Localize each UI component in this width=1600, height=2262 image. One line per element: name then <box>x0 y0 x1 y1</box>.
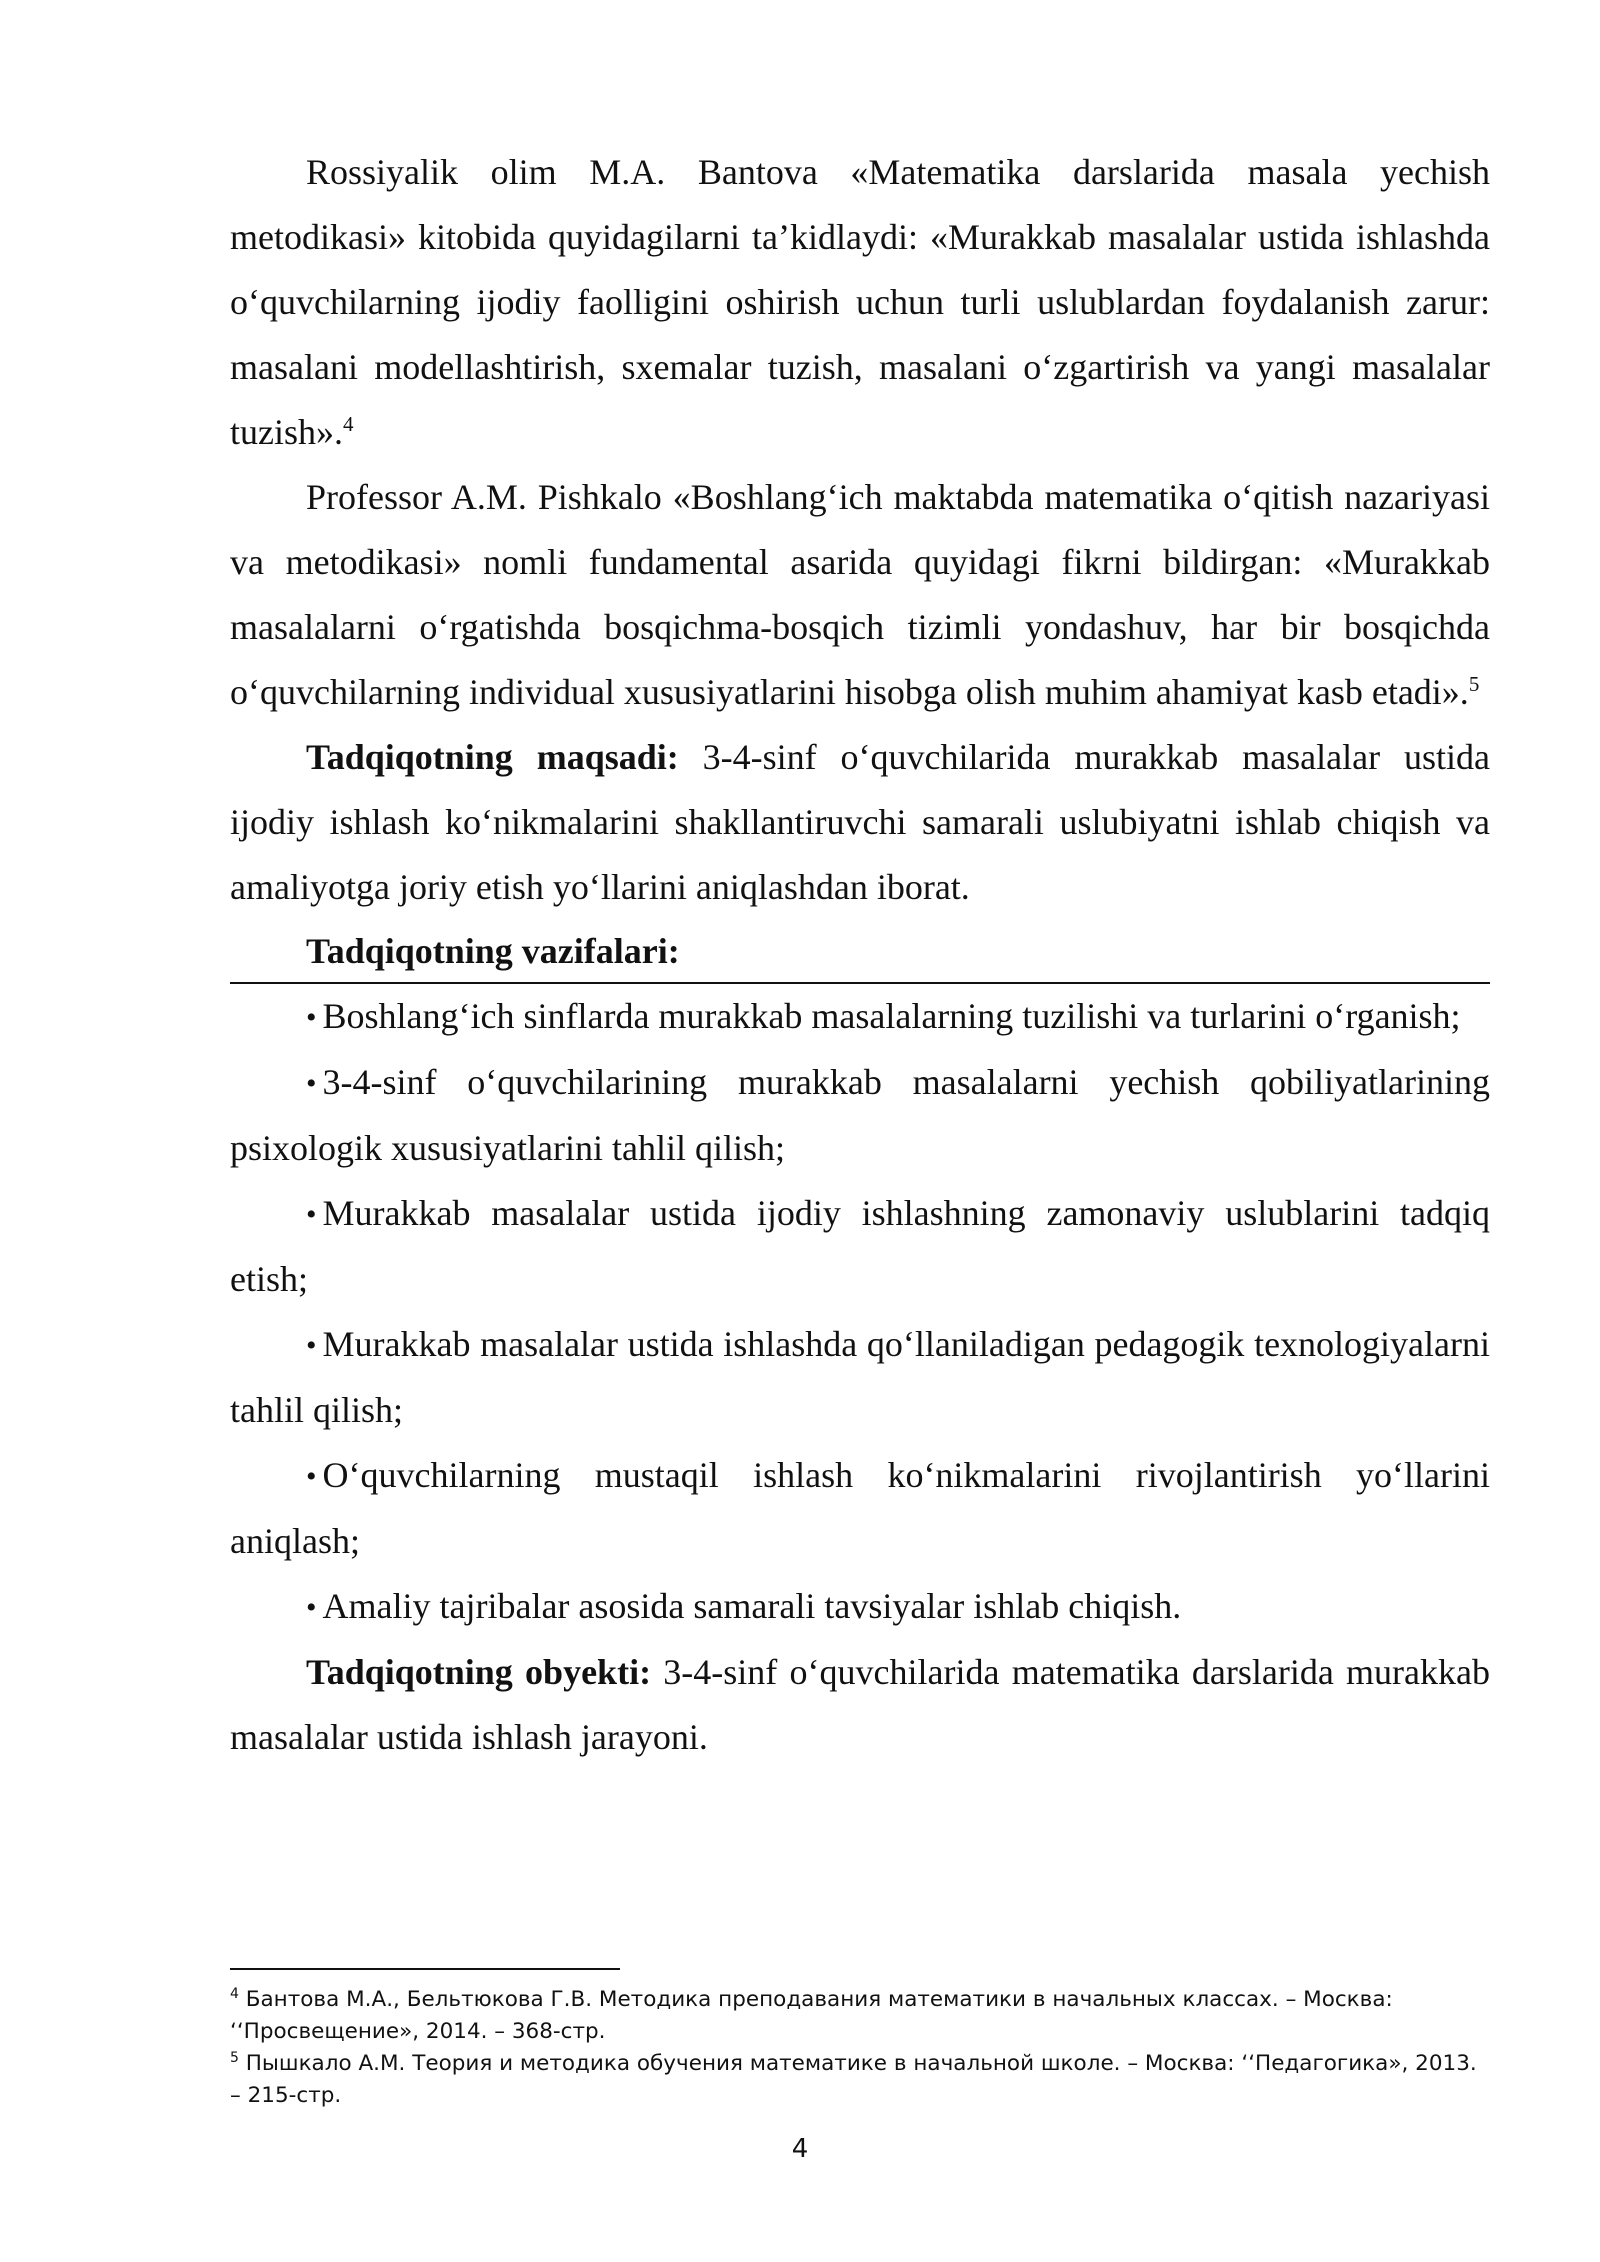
paragraph-pishkalo <box>230 465 1490 725</box>
bullet-icon: • <box>306 1198 317 1231</box>
task-text: 3-4-sinf o‘quvchilarining murakkab masalalarni yechish qobiliyatlarining psixologik xususiyatlarini tahlil qilish; <box>230 1062 1490 1168</box>
paragraph-text: Professor A.M. Pishkalo «Boshlang‘ich maktabda matematika o‘qitish nazariyasi va metodikasi» nomli fundamental asarida quyidagi fikrni bildirgan: «Murakkab masalalarni o‘rgatishda bosqichma-bosqich tizimli yondashuv, har bir bosqichda o‘quvchilarning individual xususiyatlarini hisobga olish muhim ahamiyat kasb etadi». <box>230 477 1490 712</box>
task-text: Murakkab masalalar ustida ishlashda qo‘llaniladigan pedagogik texnologiyalarni tahlil qilish; <box>230 1324 1490 1430</box>
task-text: Amaliy tajribalar asosida samarali tavsiyalar ishlab chiqish. <box>322 1586 1182 1626</box>
goal-text: 3-4-sinf o‘quvchilarida murakkab masalalar ustida ijodiy ishlash ko‘nikmalarini shakllantiruvchi samarali uslubiyatni ishlab chiqish va amaliyotga joriy etish yo‘llarini aniqlashdan iborat. <box>230 737 1490 907</box>
body-text <box>230 140 1490 1770</box>
task-item <box>230 1050 1490 1181</box>
task-item <box>230 1443 1490 1574</box>
footnote-text: Бантова М.А., Бельтюкова Г.В. Методика преподавания математики в начальных классах. – Москва: ‘‘Просвещение», 2014. – 368-стр. <box>230 1987 1393 2044</box>
footnote-ref-4[interactable]: 4 <box>343 412 354 436</box>
bullet-icon: • <box>306 1001 317 1034</box>
bullet-icon: • <box>306 1329 317 1362</box>
footnote-text: Пышкало А.М. Теория и методика обучения математике в начальной школе. – Москва: ‘‘Педагогика», 2013. – 215-стр. <box>230 2051 1477 2108</box>
page-number: 4 <box>791 2134 809 2164</box>
footnote-4 <box>230 1984 1490 2048</box>
paragraph-bantova <box>230 140 1490 465</box>
tasks-heading: Tadqiqotning vazifalari: <box>230 920 1490 984</box>
task-item <box>230 1574 1490 1640</box>
footnote-5 <box>230 2048 1490 2112</box>
paragraph-text: Rossiyalik olim M.A. Bantova «Matematika darslarida masala yechish metodikasi» kitobida quyidagilarni ta’kidlaydi: «Murakkab masalalar ustida ishlashda o‘quvchilarning ijodiy faolligini oshirish uchun turli uslublardan foydalanish zarur: masalani modellashtirish, sxemalar tuzish, masalani o‘zgartirish va yangi masalalar tuzish». <box>230 152 1490 452</box>
task-item <box>230 984 1490 1050</box>
task-text: Boshlang‘ich sinflarda murakkab masalalarning tuzilishi va turlarini o‘rganish; <box>322 996 1461 1036</box>
bullet-icon: • <box>306 1067 317 1100</box>
object-label: Tadqiqotning obyekti: <box>306 1652 652 1692</box>
bullet-icon: • <box>306 1460 317 1493</box>
footnote-separator <box>230 1968 620 1970</box>
bullet-icon: • <box>306 1591 317 1624</box>
footnotes <box>230 1984 1490 2112</box>
object-text: 3-4-sinf o‘quvchilarida matematika darslarida murakkab masalalar ustida ishlash jarayoni. <box>230 1652 1490 1757</box>
paragraph-research-goal <box>230 725 1490 920</box>
footnote-number: 5 <box>230 2049 239 2066</box>
task-text: Murakkab masalalar ustida ijodiy ishlashning zamonaviy uslublarini tadqiq etish; <box>230 1193 1490 1299</box>
task-item <box>230 1181 1490 1312</box>
task-item <box>230 1312 1490 1443</box>
paragraph-research-object <box>230 1640 1490 1770</box>
task-text: O‘quvchilarning mustaqil ishlash ko‘nikmalarini rivojlantirish yo‘llarini aniqlash; <box>230 1455 1490 1561</box>
footnote-number: 4 <box>230 1985 239 2002</box>
footnote-ref-5[interactable]: 5 <box>1468 672 1480 696</box>
goal-label: Tadqiqotning maqsadi: <box>306 737 679 777</box>
